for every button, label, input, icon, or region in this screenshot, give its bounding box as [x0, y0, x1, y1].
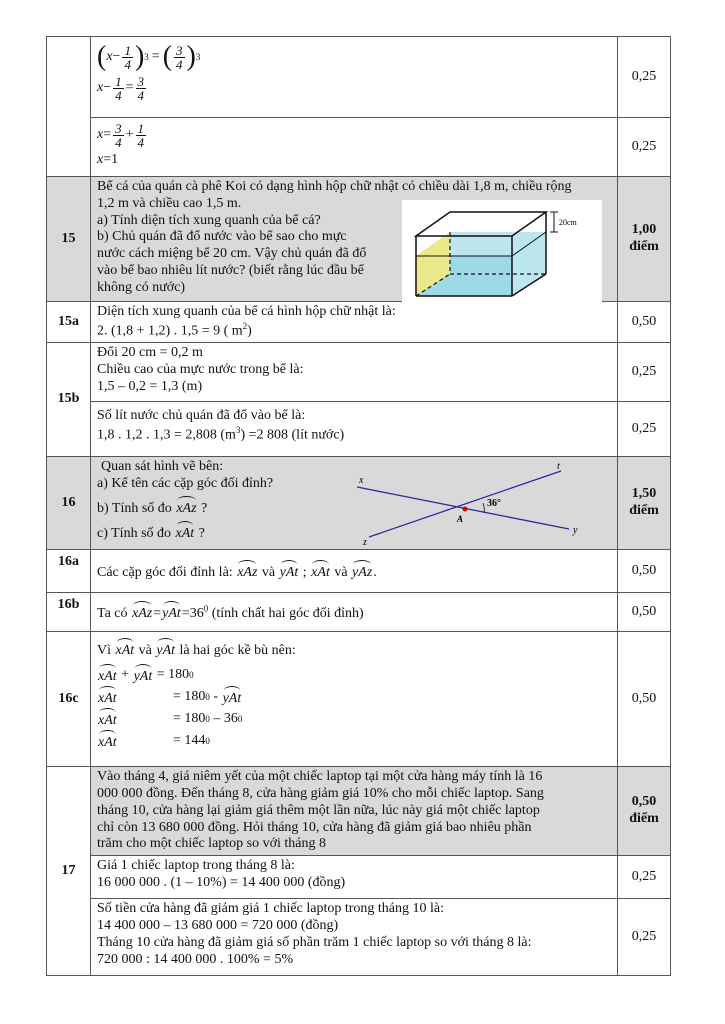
- solution-line: Giá 1 chiếc laptop trong tháng 8 là:: [97, 858, 295, 874]
- points-unit: điểm: [629, 239, 659, 254]
- angle-36-label: 36°: [487, 498, 501, 510]
- label-z: z: [363, 537, 367, 548]
- solution-cell: [91, 343, 618, 402]
- label-t: t: [557, 461, 560, 473]
- solution-line: xAt = 144 0: [97, 730, 611, 752]
- label-x: x: [359, 475, 364, 487]
- solution-line: Vì xAt và yAt là hai góc kề bù nên:: [97, 638, 611, 660]
- question-number: 16: [47, 457, 91, 550]
- solution-line: 1,8 . 1,2 . 1,3 = 2,808 $(m^3) =2$ 808 (lít nước): [97, 425, 345, 443]
- solution-cell: [91, 856, 618, 899]
- points-unit: điểm: [629, 811, 659, 827]
- points-cell: 0,50: [618, 593, 671, 632]
- solution-line: 1,5 – 0,2 = 1,3 (m): [97, 378, 203, 394]
- question-line: nước cách miệng bể 20 cm. Vậy chủ quán đã đổ: [97, 246, 367, 262]
- table-row: [47, 899, 671, 976]
- question-line: không có nước): [97, 279, 186, 295]
- solution-line: xAt + yAt = 180 0: [97, 664, 611, 686]
- points-value: 1,00: [631, 222, 657, 238]
- solution-line: Số lít nước chủ quán đã đổ vào bể là:: [97, 408, 306, 424]
- solution-line: xAt = 180 0 - yAt: [97, 686, 611, 708]
- equation-2: x − $\frac{1}{4}$ = $\frac{3}{4}$: [97, 74, 145, 103]
- points-value: 1,50: [631, 486, 657, 502]
- question-line: 000 000 đồng. Đến tháng 8, cửa hàng giảm giá 10% cho mỗi chiếc laptop. Sang: [97, 786, 544, 802]
- answer-table: [46, 36, 671, 976]
- question-line: Bể cá của quán cà phê Koi có dạng hình hộp chữ nhật có chiều dài 1,8 m, chiều rộng: [97, 179, 572, 194]
- points-cell: 0,25: [618, 899, 671, 976]
- question-line: Vào tháng 4, giá niêm yết của một chiếc laptop tại một cửa hàng máy tính là 16: [97, 769, 543, 785]
- solution-line: 720 000 : 14 400 000 . 100% = 5%: [97, 951, 294, 967]
- question-number: 16a: [47, 550, 91, 593]
- solution-cell: [91, 402, 618, 457]
- solution-line: 14 400 000 – 13 680 000 = 720 000 (đồng): [97, 918, 339, 934]
- solution-line: xAt = 180 0 – 36 0: [97, 708, 611, 730]
- points-cell: 0,25: [618, 118, 671, 177]
- solution-line: Chiều cao của mực nước trong bể là:: [97, 362, 304, 378]
- question-line: b) Tính số đo xAz ?: [97, 496, 611, 518]
- question-line: vào bể bao nhiêu lít nước? (biết rằng lúc đầu bể: [97, 262, 364, 278]
- solution-line: 16 000 000 . (1 – 10%) = 14 400 000 (đồng): [97, 875, 346, 891]
- table-row: [47, 550, 671, 593]
- solution-cell: Các cặp góc đối đỉnh là: xAz và yAt ; xAt và yAz.: [91, 550, 618, 593]
- table-row: [47, 37, 671, 118]
- points-unit: điểm: [629, 503, 659, 519]
- table-row: [47, 343, 671, 402]
- question-line: c) Tính số đo xAt ?: [97, 521, 611, 543]
- question-line: a) Tính diện tích xung quanh của bể cá?: [97, 212, 321, 228]
- points-cell: 0,50: [618, 550, 671, 593]
- question-line: chỉ còn 13 680 000 đồng. Hỏi tháng 10, cửa hàng đã giảm giá bao nhiêu phần: [97, 819, 532, 835]
- points-cell: [618, 767, 671, 856]
- solution-cell: [91, 37, 618, 118]
- table-row: [47, 457, 671, 550]
- depth-label: 20cm: [559, 218, 577, 227]
- angle-figure: [347, 459, 587, 547]
- table-row: [47, 856, 671, 899]
- question-cell: [91, 767, 618, 856]
- question-number: 15a: [47, 302, 91, 343]
- question-cell: [91, 177, 618, 302]
- table-row: [47, 177, 671, 302]
- table-row: [47, 118, 671, 177]
- question-number: 17: [47, 767, 91, 976]
- question-line: b) Chủ quán đã đổ nước vào bể sao cho mực: [97, 229, 347, 245]
- question-line: a) Kể tên các cặp góc đối đỉnh?: [97, 476, 274, 492]
- question-number: 15: [47, 177, 91, 302]
- points-cell: 0,25: [618, 856, 671, 899]
- solution-cell: [91, 632, 618, 767]
- label-y: y: [573, 525, 578, 537]
- solution-cell: [91, 118, 618, 177]
- solution-line: Số tiền cửa hàng đã giảm giá 1 chiếc laptop trong tháng 10 là:: [97, 901, 444, 917]
- question-line: trăm cho một chiếc laptop so với tháng 8: [97, 836, 327, 852]
- question-cell: [91, 457, 618, 550]
- solution-line: Diện tích xung quanh của bể cá hình hộp chữ nhật là:: [97, 304, 396, 319]
- table-row: [47, 767, 671, 856]
- question-number: 16c: [47, 632, 91, 767]
- table-row: [47, 302, 671, 343]
- table-row: [47, 632, 671, 767]
- solution-line: Tháng 10 cửa hàng đã giảm giá số phần trăm 1 chiếc laptop so với tháng 8 là:: [97, 934, 532, 950]
- equation-3: x = $\frac{3}{4}$ + $\frac{1}{4}$: [97, 121, 145, 150]
- aquarium-figure: [402, 200, 602, 304]
- solution-cell: Ta có $xAz=yAt=36^0$ (tính chất hai góc đối đỉnh): [91, 593, 618, 632]
- points-cell: 0,25: [618, 402, 671, 457]
- question-line: tháng 10, cửa hàng lại giảm giá thêm một lần nữa, lúc này giá một chiếc laptop: [97, 802, 540, 818]
- points-value: 0,50: [631, 794, 657, 810]
- question-line: Quan sát hình vẽ bên:: [101, 459, 224, 475]
- equation-1: ( x − $\frac{1}{4}$ ) 3 = ( $\frac{3}{4}$ ) 3: [97, 41, 201, 72]
- question-number: 16b: [47, 593, 91, 632]
- table-row: [47, 402, 671, 457]
- points-cell: 0,25: [618, 37, 671, 118]
- points-cell: 0,50: [618, 302, 671, 343]
- points-cell: [618, 177, 671, 302]
- label-a: A: [457, 514, 464, 525]
- table-row: [47, 593, 671, 632]
- solution-line: 2. (1,8 + 1,2) . 1,5 = 9 ( $m^2$): [97, 320, 252, 339]
- solution-line: Đổi 20 cm = 0,2 m: [97, 345, 203, 361]
- points-cell: 0,50: [618, 632, 671, 767]
- equation-4: x = 1: [97, 152, 119, 167]
- points-cell: 0,25: [618, 343, 671, 402]
- question-number: 15b: [47, 343, 91, 457]
- question-line: 1,2 m và chiều cao 1,5 m.: [97, 195, 242, 211]
- points-cell: [618, 457, 671, 550]
- question-number: [47, 37, 91, 177]
- solution-cell: [91, 302, 618, 343]
- solution-cell: [91, 899, 618, 976]
